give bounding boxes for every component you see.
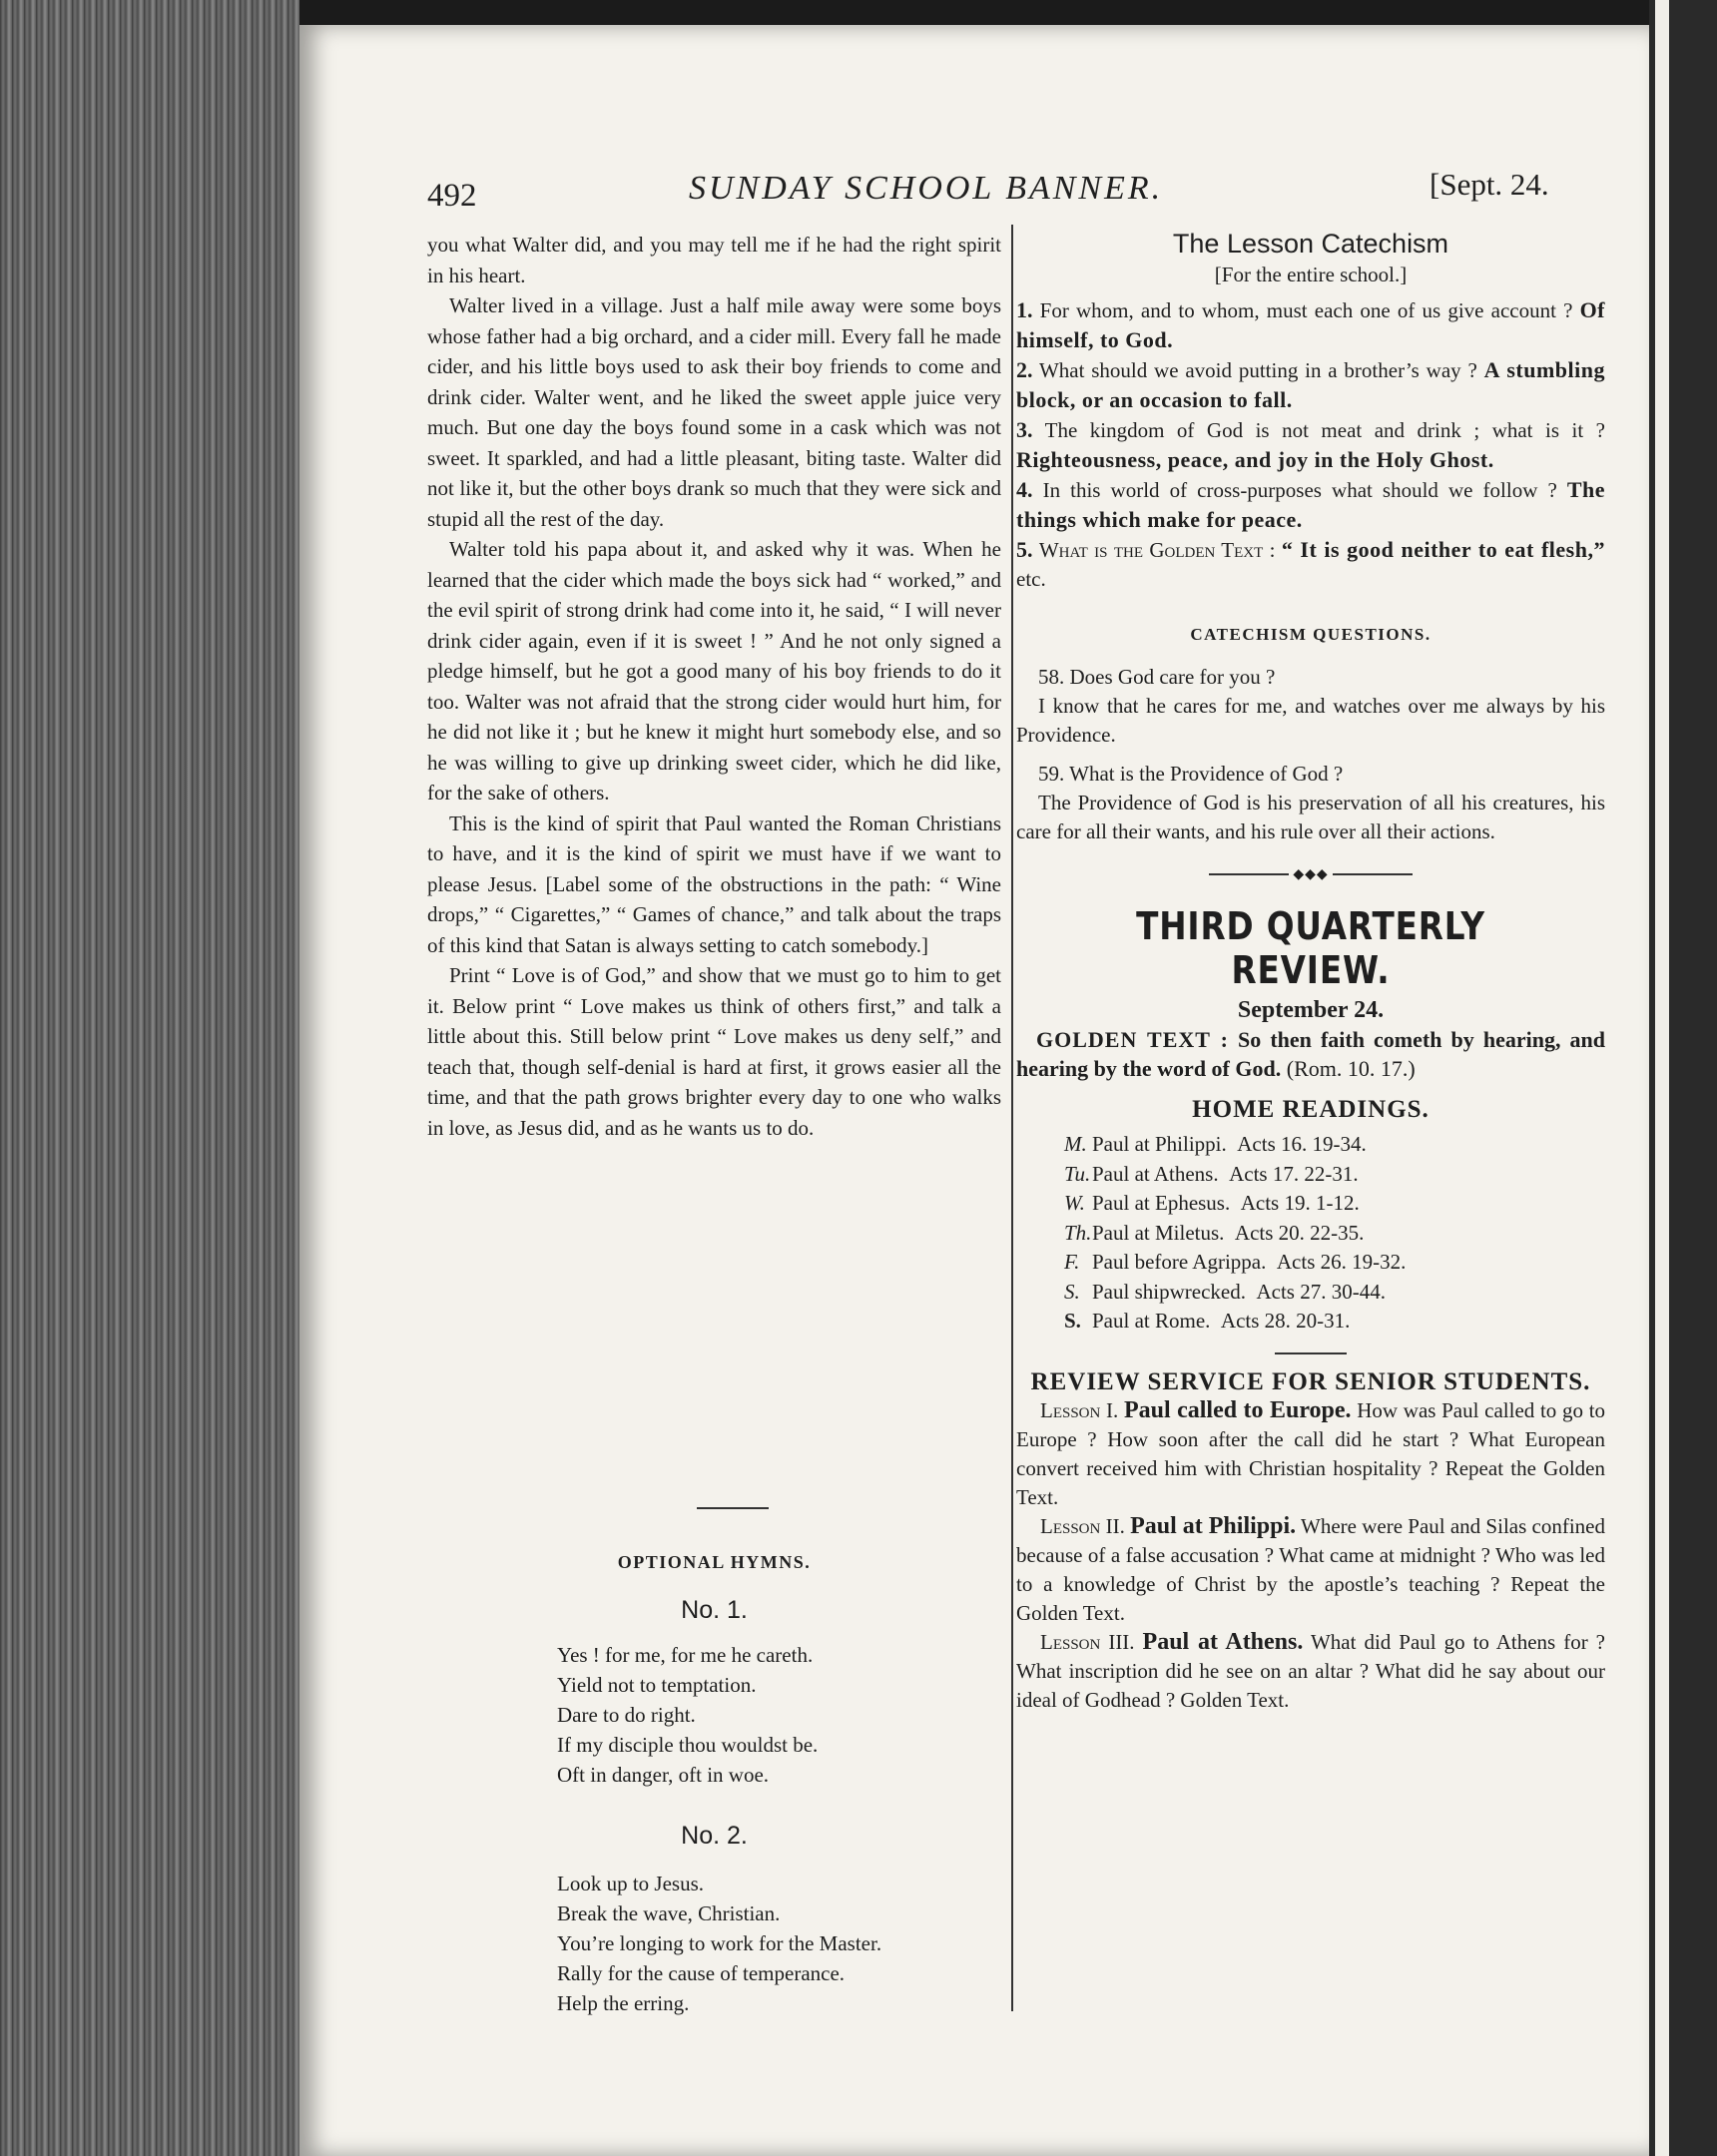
hymn-number-1: No. 1.: [681, 1596, 748, 1624]
reading-day: W.: [1064, 1191, 1085, 1215]
book-page-edges: [0, 0, 299, 2156]
lesson-catechism-title: The Lesson Catechism: [1172, 229, 1449, 259]
reading-text: Paul at Athens.: [1092, 1161, 1219, 1186]
reading-text: Paul at Ephesus.: [1092, 1191, 1231, 1215]
catechism-question-58: [1016, 663, 1605, 750]
page-number: 492: [427, 178, 477, 214]
reading-day: S.: [1064, 1309, 1081, 1333]
reading-day: Th.: [1064, 1220, 1092, 1245]
catechism-number: 2.: [1016, 357, 1033, 382]
hymn-line: Break the wave, Christian.: [557, 1901, 781, 1925]
hymn-line: Oft in danger, oft in woe.: [557, 1763, 770, 1787]
paragraph: you what Walter did, and you may tell me if he had the right spirit in his heart.: [427, 233, 1001, 287]
hymn-line: Look up to Jesus.: [557, 1872, 704, 1895]
left-column: [427, 230, 1001, 1143]
catechism-question: The kingdom of God is not meat and drink ; what is it ?: [1044, 418, 1605, 442]
catechism-answer: Righteousness, peace, and joy in the Holy Ghost.: [1016, 447, 1494, 472]
paragraph: Walter lived in a village. Just a half mile away were some boys whose father had a big orchard, and a cider mill. Every fall he made cider, and his little boys used to ask their boy friends to come and drink cider. Walter went, and he liked the sweet apple juice very much. But one day the boys found some in a cask which was not sweet. It sparkled, and had a little pleasant, biting taste. Walter did not like it, but the other boys drank so much that they were sick and stupid all the rest of the day.: [427, 293, 1001, 531]
hymn-line: Yield not to temptation.: [557, 1673, 757, 1697]
senior-review-heading: REVIEW SERVICE FOR SENIOR STUDENTS.: [1030, 1367, 1591, 1395]
golden-text-body: So then faith cometh by hearing, and hearing by the word of God.: [1016, 1027, 1605, 1081]
lesson-title: Paul called to Europe.: [1123, 1396, 1352, 1423]
reading-reference: Acts 16. 19-34.: [1237, 1132, 1367, 1156]
reading-reference: Acts 20. 22-35.: [1234, 1220, 1365, 1245]
reading-reference: Acts 19. 1-12.: [1240, 1191, 1360, 1215]
catechism-item-1: [1016, 295, 1605, 355]
catechism-item-3: [1016, 415, 1605, 475]
lesson-questions: What did Paul go to Athens for ? What inscription did he see on an altar ? What did he say about our ideal of Godhead ? Golden Text.: [1016, 1629, 1605, 1712]
home-reading-row: [1016, 1278, 1605, 1308]
book-page: [299, 25, 1649, 2156]
home-readings-heading: HOME READINGS.: [1192, 1096, 1430, 1123]
catechism-question: What is the Golden Text :: [1038, 538, 1276, 562]
lesson-title: Paul at Philippi.: [1130, 1512, 1297, 1539]
catechism-question: In this world of cross-purposes what should we follow ?: [1042, 478, 1557, 502]
section-rule: [1275, 1352, 1347, 1354]
column-divider: [1011, 225, 1013, 2011]
review-lesson-3: [1016, 1628, 1605, 1715]
review-title: THIRD QUARTERLY REVIEW.: [1136, 904, 1485, 992]
paragraph: Print “ Love is of God,” and show that we must go to him to get it. Below print “ Love makes us think of others first,” and talk a little about this. Still below print “ Love makes us deny self,” and teach that, though self-denial is hard at first, it grows easier all the time, and that the path grows brighter every day to one who walks in love, as Jesus did, and as he wants us to do.: [427, 963, 1001, 1140]
catechism-answer: “ It is good neither to eat flesh,”: [1281, 537, 1605, 562]
reading-reference: Acts 17. 22-31.: [1229, 1161, 1359, 1186]
paragraph: This is the kind of spirit that Paul wanted the Roman Christians to have, and it is the kind of spirit we must have if we want to please Jesus. [Label some of the obstructions in the path: “ Wine drops,” “ Cigarettes,” “ Games of chance,” and talk about the traps of this kind that Satan is always setting to catch somebody.]: [427, 810, 1001, 957]
hymn-line: Yes ! for me, for me he careth.: [557, 1643, 814, 1667]
hymn-number-2: No. 2.: [681, 1822, 748, 1850]
reading-text: Paul at Miletus.: [1092, 1220, 1225, 1245]
reading-text: Paul shipwrecked.: [1092, 1279, 1246, 1304]
hymn-line: You’re longing to work for the Master.: [557, 1931, 882, 1955]
hymn-line: Rally for the cause of temperance.: [557, 1961, 846, 1985]
catechism-answer: A stumbling block, or an occasion to fall.: [1016, 357, 1605, 412]
answer-text: The Providence of God is his preservation of all his creatures, his care for all their wants, and his rule over all their actions.: [1016, 791, 1605, 843]
catechism-questions-heading: CATECHISM QUESTIONS.: [1190, 625, 1431, 644]
hymn-line: Help the erring.: [557, 1991, 690, 2015]
running-header: [299, 167, 1649, 220]
section-rule: [697, 1507, 769, 1509]
reading-day: M.: [1064, 1132, 1087, 1156]
reading-day: F.: [1064, 1250, 1080, 1274]
lesson-questions: Where were Paul and Silas confined because of a false accusation ? What came at midnight ? Who was led to a knowledge of Christ by the apostle’s teaching ? Repeat the Golden Text.: [1016, 1513, 1605, 1625]
answer-text: I know that he cares for me, and watches over me always by his Providence.: [1016, 694, 1605, 747]
catechism-number: 5.: [1016, 537, 1033, 562]
hymn-line: Dare to do right.: [557, 1703, 696, 1727]
golden-text-reference: (Rom. 10. 17.): [1286, 1056, 1416, 1081]
issue-date: [Sept. 24.: [1430, 167, 1549, 202]
lesson-questions: How was Paul called to go to Europe ? How soon after the call did he start ? What European convert received him with Christian hospitality ? Repeat the Golden Text.: [1016, 1397, 1606, 1509]
catechism-question-59: [1016, 760, 1605, 846]
catechism-question: What should we avoid putting in a brother’s way ?: [1038, 358, 1477, 382]
golden-text-label: GOLDEN TEXT :: [1036, 1027, 1229, 1052]
catechism-answer: The things which make for peace.: [1016, 477, 1606, 532]
review-date: September 24.: [1237, 997, 1385, 1023]
catechism-answer: Of himself, to God.: [1016, 297, 1606, 352]
catechism-tail: etc.: [1016, 567, 1046, 591]
reading-reference: Acts 26. 19-32.: [1276, 1250, 1407, 1274]
catechism-number: 1.: [1016, 297, 1033, 322]
reading-text: Paul at Rome.: [1092, 1309, 1211, 1333]
home-reading-row: [1016, 1307, 1605, 1337]
catechism-note: [For the entire school.]: [1214, 263, 1408, 286]
review-lesson-2: [1016, 1512, 1605, 1628]
reading-reference: Acts 27. 30-44.: [1256, 1279, 1386, 1304]
reading-day: S.: [1064, 1279, 1080, 1304]
reading-text: Paul at Philippi.: [1092, 1132, 1227, 1156]
reading-day: Tu.: [1064, 1161, 1091, 1186]
catechism-question: For whom, and to whom, must each one of us give account ?: [1039, 298, 1573, 322]
next-page-sliver: [1655, 0, 1669, 2156]
hymn-list-2: [557, 1869, 976, 2018]
hymn-list-1: [557, 1640, 976, 1790]
question-text: 59. What is the Providence of God ?: [1038, 762, 1344, 786]
right-column: [1016, 227, 1605, 1715]
reading-reference: Acts 28. 20-31.: [1220, 1309, 1351, 1333]
golden-text: [1016, 1025, 1605, 1083]
home-reading-row: [1016, 1189, 1605, 1219]
journal-title: SUNDAY SCHOOL BANNER.: [689, 170, 1164, 207]
lesson-number: Lesson III.: [1040, 1629, 1135, 1654]
lesson-number: Lesson I.: [1040, 1397, 1119, 1422]
catechism-number: 3.: [1016, 417, 1033, 442]
review-lesson-1: [1016, 1396, 1605, 1512]
hymn-line: If my disciple thou wouldst be.: [557, 1733, 819, 1757]
catechism-item-2: [1016, 355, 1605, 415]
ornament-divider: ◆◆◆: [1016, 864, 1605, 884]
lesson-title: Paul at Athens.: [1142, 1628, 1304, 1655]
home-reading-row: [1016, 1130, 1605, 1160]
paragraph: Walter told his papa about it, and asked why it was. When he learned that the cider which made the boys sick had “ worked,” and the evil spirit of strong drink had come into it, he said, “ I will never drink cider again, even if it is sweet ! ” And he not only signed a pledge himself, but he got a good many of his boy friends to do it too. Walter was not afraid that the strong cider would hurt him, for he did not like it ; but he knew it might hurt somebody else, and so he was willing to give up drinking sweet cider, which he did like, for the sake of others.: [427, 537, 1001, 805]
home-reading-row: [1016, 1160, 1605, 1190]
catechism-item-5: [1016, 535, 1605, 594]
hymns-heading: OPTIONAL HYMNS.: [617, 1552, 812, 1572]
catechism-item-4: [1016, 475, 1605, 535]
question-text: 58. Does God care for you ?: [1038, 665, 1276, 689]
reading-text: Paul before Agrippa.: [1092, 1250, 1267, 1274]
lesson-number: Lesson II.: [1040, 1513, 1125, 1538]
catechism-number: 4.: [1016, 477, 1033, 502]
home-reading-row: [1016, 1219, 1605, 1249]
home-reading-row: [1016, 1248, 1605, 1278]
